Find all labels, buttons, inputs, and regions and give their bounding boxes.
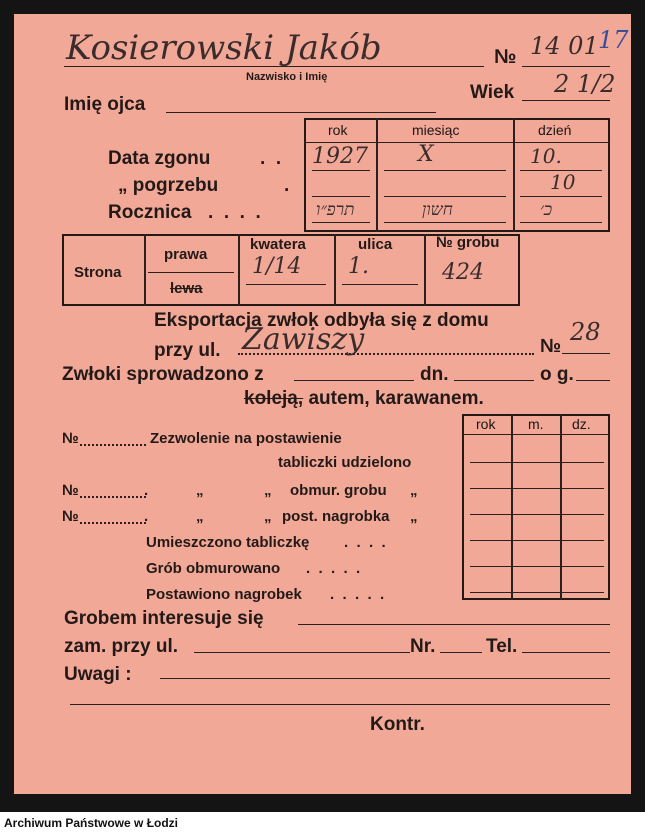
archive-caption: Archiwum Państwowe w Łodzi [4,816,179,830]
handwritten-house-number: 28 [570,318,601,346]
permit-year-header: rok [476,416,496,432]
permit-day-header: dz. [572,416,591,432]
handwritten-grave-number: 424 [442,260,484,285]
handwritten-street-column: 1. [348,254,369,279]
col-year-header: rok [328,122,348,138]
handwritten-anniversary-month: חשון [422,200,453,220]
grave-walled-label: Grób obmurowano [146,560,281,577]
burial-record-card: Kosierowski Jakób Nazwisko i Imię № 14 01 17 Imię ojca Wiek 2 1/2 rok miesiąc dzień 1927 X 10. 10 תרפ״ו חשון כ׳ Data zgonu . . „ pogrzebu . Rocznica . . . . Strona prawa lewa kwatera ulica № grobu 1/14 1. 424 Eksportacja zwłok odbyła się z domu przy ul. Zawiszy № 28 Zwłoki sprowadzono z dn. o g. koleją, autem, karawanem. rok m. dz. № Zezwolenie na postawienie tabliczki udzielono № . „ „ obmur. grobu „ № . „ „ post. nagrobka „ Umieszczono tabliczkę . . . . Grób obmurowano . . . . . Postawiono nagrobek . . . . . Grobem interesuje się zam. przy ul. Nr. Tel. Uwagi : Kontr. [14,14,631,794]
handwritten-burial-day: 10 [550,170,576,194]
control-label: Kontr. [370,714,425,735]
permits-table [462,414,610,600]
burial-date-label: „ pogrzebu [118,175,219,196]
permit-tombstone-label: post. nagrobka [282,508,390,525]
permit-plaque-label: Zezwolenie na postawienie [150,430,342,447]
death-date-label: Data zgonu [108,148,211,169]
plaque-placed-label: Umieszczono tabliczkę [146,534,310,551]
anniversary-label: Rocznica [108,202,192,223]
interested-party-label: Grobem interesuje się [64,608,264,629]
permit-walling-label: obmur. grobu [290,482,387,499]
handwritten-age: 2 1/2 [554,70,616,98]
address-number-label: Nr. [410,636,436,657]
permit-walling-number-label: № [62,482,79,499]
handwritten-anniversary-day: כ׳ [540,200,553,220]
handwritten-quarter: 1/14 [252,254,302,279]
by-car-option: autem, [308,388,370,409]
hour-label: o g. [540,364,574,385]
father-name-label: Imię ojca [64,94,146,115]
tombstone-erected-label: Postawiono nagrobek [146,586,302,603]
handwritten-death-day: 10. [530,144,562,168]
body-transported-label: Zwłoki sprowadzono z [62,364,264,385]
permit-number-label: № [62,430,79,447]
record-number-label: № [494,46,517,68]
permit-plaque-granted-label: tabliczki udzielono [278,454,412,471]
by-hearse-option: karawanem. [374,388,484,409]
col-day-header: dzień [538,122,572,138]
grave-number-label: № grobu [436,234,500,251]
handwritten-name: Kosierowski Jakób [66,28,382,68]
remarks-label: Uwagi : [64,664,132,685]
day-label: dn. [420,364,449,385]
street-label: przy ul. [154,340,221,361]
by-rail-option: koleją, [244,388,304,409]
side-label: Strona [74,264,122,281]
permit-tombstone-number-label: № [62,508,79,525]
handwritten-death-year: 1927 [312,144,368,169]
handwritten-street: Zawiszy [242,322,365,357]
handwritten-anniversary-year: תרפ״ו [316,200,355,220]
side-right-label: prawa [164,246,208,263]
handwritten-death-month: X [418,142,434,167]
house-number-label: № [540,336,562,357]
street-column-label: ulica [358,236,393,253]
permit-month-header: m. [528,416,544,432]
side-left-label: lewa [170,280,203,297]
quarter-label: kwatera [250,236,306,253]
address-label: zam. przy ul. [64,636,179,657]
phone-label: Tel. [486,636,518,657]
handwritten-record-number: 14 01 [530,32,599,60]
name-caption: Nazwisko i Imię [246,71,328,83]
col-month-header: miesiąc [412,122,460,138]
corner-mark: 17 [598,26,629,54]
export-label: Eksportacja zwłok odbyła się z domu [154,310,489,331]
age-label: Wiek [470,82,515,103]
